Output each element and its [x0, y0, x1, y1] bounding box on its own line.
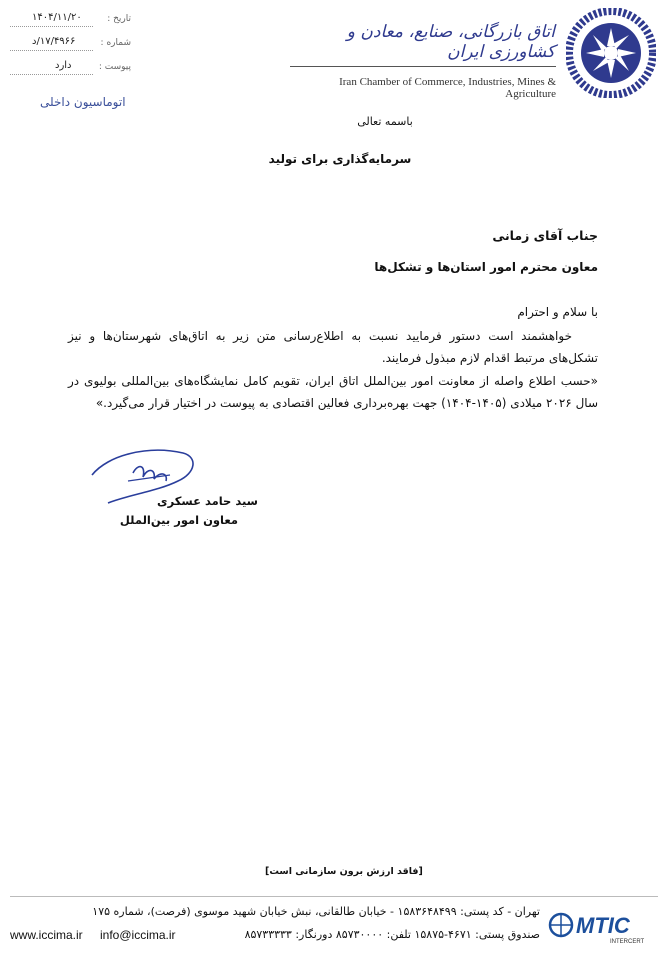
- footer-divider: [10, 896, 658, 897]
- slogan: سرمایه‌گذاری برای تولید: [268, 152, 412, 166]
- footer-website[interactable]: www.iccima.ir: [10, 928, 83, 942]
- date-value: ۱۴۰۴/۱۱/۲۰: [32, 12, 82, 23]
- body-paragraph-2: «حسب اطلاع واصله از معاونت امور بین‌الملل اتاق ایران، تقویم کامل نمایشگاه‌های بین‌المللی بولیوی در سال ۲۰۲۶ میلادی (۱۴۰۵-۱۴۰۴) جهت بهره‌برداری فعالین اقتصادی به پیوست در اختیار قرار می‌گیرد.»: [68, 374, 598, 410]
- department-label: اتوماسیون داخلی: [40, 95, 126, 109]
- number-field: [10, 36, 135, 54]
- attachment-label: پیوست :: [98, 62, 131, 72]
- attachment-value: دارد: [55, 60, 72, 71]
- date-label: تاریخ :: [107, 14, 131, 24]
- number-value: ۱۷/۴۹۶۶/د: [32, 36, 76, 47]
- signatory-name: سید حامد عسکری: [157, 494, 258, 508]
- header-divider: [290, 66, 556, 67]
- footer-contact: صندوق پستی: ۴۶۷۱-۱۵۸۷۵ تلفن: ۸۵۷۳۰۰۰۰ دورنگار: ۸۵۷۳۳۳۳۳: [244, 928, 540, 941]
- addressee-title: معاون محترم امور استان‌ها و تشکل‌ها: [374, 260, 598, 274]
- date-field: [10, 12, 135, 30]
- mtic-sub-text: INTERCERT: [610, 939, 645, 945]
- disclaimer: [فاقد ارزش برون سازمانی است]: [265, 866, 423, 877]
- chamber-logo: [566, 8, 656, 98]
- greeting: با سلام و احترام: [517, 305, 598, 319]
- footer-address: تهران - کد پستی: ۱۵۸۳۶۴۸۴۹۹ - خیابان طالقانی، نبش خیابان شهید موسوی (فرصت)، شماره ۱۷۵: [92, 905, 540, 918]
- basmala: باسمه تعالی: [357, 115, 413, 128]
- signatory-title: معاون امور بین‌الملل: [119, 513, 238, 527]
- addressee-name: جناب آقای زمانی: [492, 228, 598, 243]
- mtic-cert-logo: [548, 907, 658, 951]
- attachment-field: [10, 60, 135, 78]
- body-paragraph-1: خواهشمند است دستور فرمایید نسبت به اطلاع‌رسانی متن زیر به اتاق‌های شهرستان‌ها و نیز تشکل‌های مرتبط اقدام لازم مبذول فرمایند.: [68, 329, 598, 365]
- mtic-brand-text: MTIC: [576, 913, 630, 938]
- footer-email[interactable]: info@iccima.ir: [100, 928, 176, 942]
- org-name-en: Iran Chamber of Commerce, Industries, Mines & Agriculture: [339, 76, 556, 100]
- org-name-fa: اتاق بازرگانی، صنایع، معادن و کشاورزی ایران: [346, 22, 555, 62]
- number-label: شماره :: [100, 38, 131, 48]
